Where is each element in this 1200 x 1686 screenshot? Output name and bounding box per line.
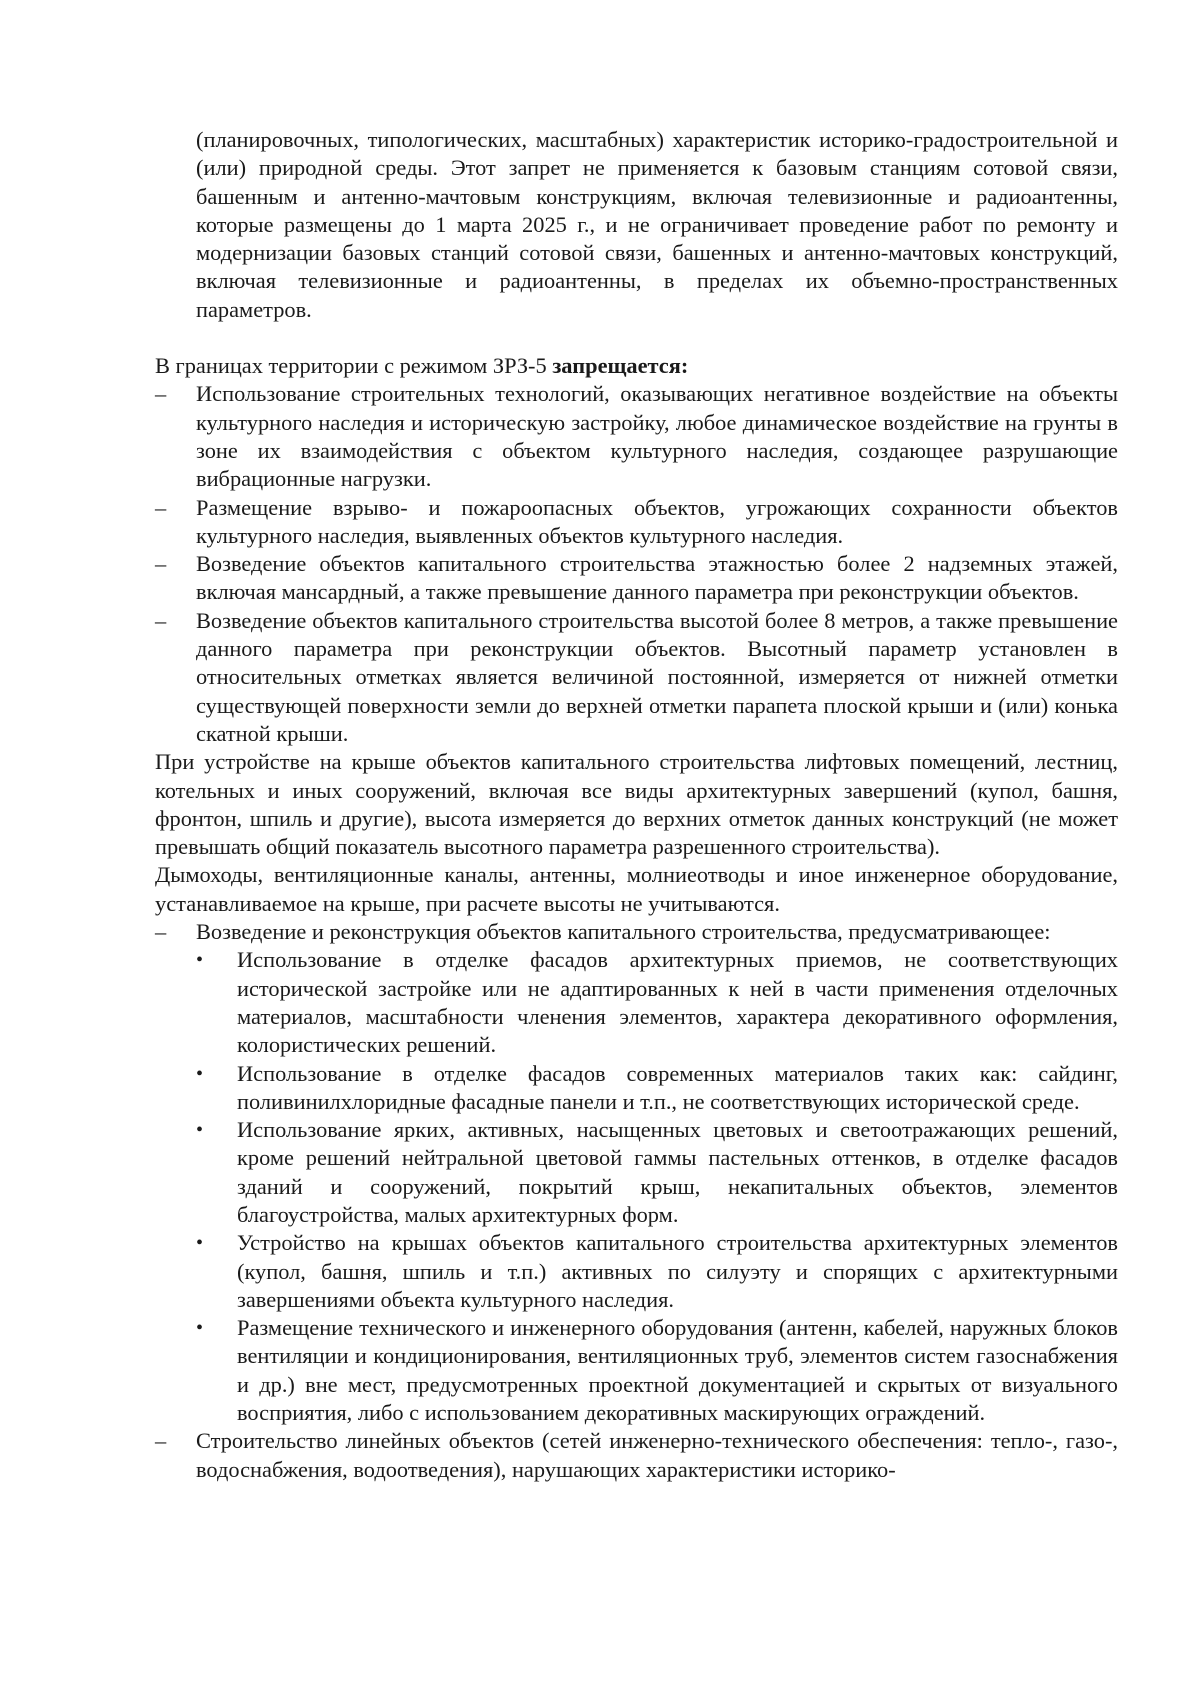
- list-item-text: Возведение объектов капитального строительства этажностью более 2 надземных этажей, включая мансардный, а также превышение данного параметра при реконструкции объектов.: [196, 551, 1118, 605]
- dash-marker: –: [155, 1428, 167, 1454]
- bullet-marker: •: [196, 1062, 204, 1085]
- prohibition-list: [155, 380, 1118, 748]
- list-item: [155, 380, 1118, 493]
- list-item: [155, 494, 1118, 551]
- intro-text: В границах территории с режимом ЗРЗ-5: [155, 353, 553, 379]
- zrz5-intro: [155, 352, 1118, 380]
- sub-item-list: [196, 946, 1118, 1427]
- intro-bold: запрещается:: [552, 353, 689, 379]
- sub-list-item: [155, 1314, 1118, 1427]
- list-item-text: Строительство линейных объектов (сетей инженерно-технического обеспечения: тепло-, газо-, водоснабжения, водоотведения), нарушающих характеристики историко-: [196, 1428, 1118, 1482]
- sub-list-item: [155, 946, 1118, 1059]
- height-note-1: При устройстве на крыше объектов капитального строительства лифтовых помещений, лестниц, котельных и иных сооружений, включая все виды архитектурных завершений (купол, башня, фронтон, шпиль и другие), высота измеряется до верхних отметок данных конструкций (не может превышать общий показатель высотного параметра разрешенного строительства).: [155, 749, 1118, 860]
- list-item: [155, 607, 1118, 748]
- sub-item-text: Размещение технического и инженерного оборудования (антенн, кабелей, наружных блоков вентиляции и кондиционирования, вентиляционных труб, элементов систем газоснабжения и др.) вне мест, предусмотренных проектной документацией и скрытых от визуального восприятия, либо с использованием декоративных маскирующих ограждений.: [237, 1315, 1118, 1426]
- dash-marker: –: [155, 551, 167, 577]
- list-item: [155, 1427, 1118, 1484]
- list-item-text: Размещение взрыво- и пожароопасных объектов, угрожающих сохранности объектов культурного наследия, выявленных объектов культурного наследия.: [196, 494, 1118, 548]
- list-item-text: Использование строительных технологий, оказывающих негативное воздействие на объекты культурного наследия и историческую застройку, любое динамическое воздействие на грунты в зоне их взаимодействия с объектом культурного наследия, создающее разрушающие вибрационные нагрузки.: [196, 381, 1118, 492]
- dash-marker: –: [155, 494, 167, 520]
- sub-item-text: Использование в отделке фасадов современных материалов таких как: сайдинг, поливинилхлоридные фасадные панели и т.п., не соответствующих исторической среде.: [237, 1060, 1118, 1114]
- bullet-marker: •: [196, 1119, 204, 1142]
- dash-marker: –: [155, 607, 167, 633]
- height-note-2: Дымоходы, вентиляционные каналы, антенны, молниеотводы и иное инженерное оборудование, устанавливаемое на крыше, при расчете высоты не учитываются.: [155, 862, 1118, 916]
- sub-list-item: [155, 1229, 1118, 1314]
- list-item: [155, 550, 1118, 607]
- dash-marker: –: [155, 919, 167, 945]
- list-item: [155, 918, 1118, 1427]
- bullet-marker: •: [196, 949, 204, 972]
- sub-list-item: [155, 1116, 1118, 1229]
- dash-marker: –: [155, 381, 167, 407]
- list-item-text: Возведение и реконструкция объектов капитального строительства, предусматривающее:: [196, 919, 1051, 945]
- bullet-marker: •: [196, 1232, 204, 1255]
- sub-item-text: Устройство на крышах объектов капитального строительства архитектурных элементов (купол, башня, шпиль и т.п.) активных по силуэту и спорящих с архитектурными завершениями объекта культурного наследия.: [237, 1230, 1118, 1312]
- sub-list-item: [155, 1060, 1118, 1117]
- document-page: [155, 126, 1118, 1484]
- sub-item-text: Использование в отделке фасадов архитектурных приемов, не соответствующих исторической застройке или не адаптированных к ней в части применения отделочных материалов, масштабности членения элементов, характера декоративного оформления, колористических решений.: [237, 947, 1118, 1058]
- sub-item-text: Использование ярких, активных, насыщенных цветовых и светоотражающих решений, кроме решений нейтральной цветовой гаммы пастельных оттенков, в отделке фасадов зданий и сооружений, покрытий крыш, некапитальных объектов, элементов благоустройства, малых архитектурных форм.: [237, 1117, 1118, 1227]
- prohibition-list-continued: [155, 918, 1118, 1484]
- continuation-paragraph: (планировочных, типологических, масштабных) характеристик историко-градостроительной и (или) природной среды. Этот запрет не применяется к базовым станциям сотовой связи, башенным и антенно-мачтовым конструкциям, включая телевизионные и радиоантенны, которые размещены до 1 марта 2025 г., и не ограничивает проведение работ по ремонту и модернизации базовых станций сотовой связи, башенных и антенно-мачтовых конструкций, включая телевизионные и радиоантенны, в пределах их объемно-пространственных параметров.: [196, 127, 1118, 322]
- bullet-marker: •: [196, 1317, 204, 1340]
- list-item-text: Возведение объектов капитального строительства высотой более 8 метров, а также превышение данного параметра при реконструкции объектов. Высотный параметр установлен в относительных отметках является величиной постоянной, измеряется от нижней отметки существующей поверхности земли до верхней отметки парапета плоской крыши и (или) конька скатной крыши.: [196, 607, 1118, 746]
